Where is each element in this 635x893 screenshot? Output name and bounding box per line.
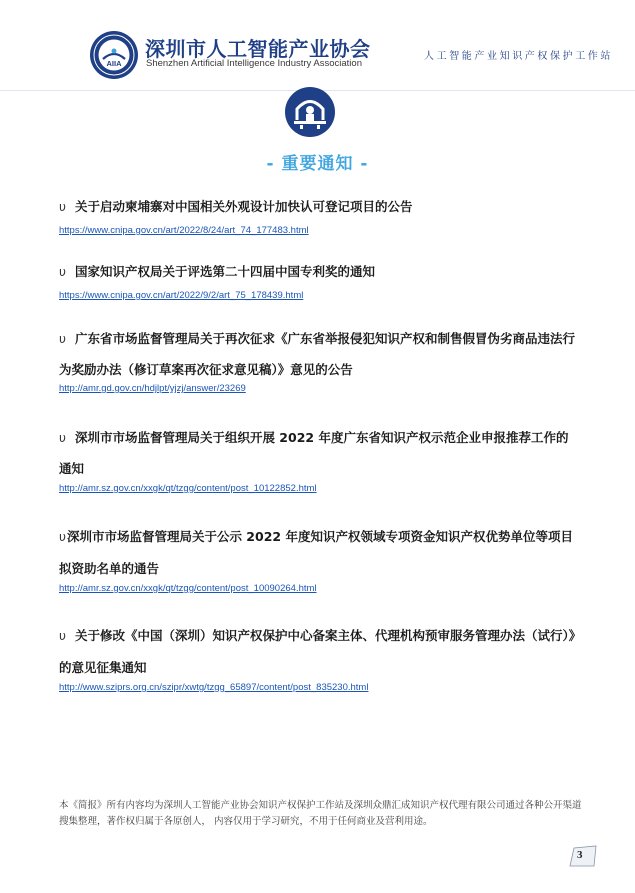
notice-title-continued: 拟资助名单的通告 [59, 561, 160, 576]
bullet-icon: υ [59, 530, 66, 544]
bullet-icon: υ [59, 332, 66, 346]
notice-link[interactable]: http://www.sziprs.org.cn/szipr/xwtg/tzgg_65897/content/post_835230.html [59, 682, 369, 693]
notice-item [59, 264, 589, 301]
section-title: - 重要通知 - [266, 154, 369, 174]
notice-link[interactable]: https://www.cnipa.gov.cn/art/2022/9/2/art_75_178439.html [59, 290, 304, 301]
station-name: 人工智能产业知识产权保护工作站 [424, 51, 613, 62]
notice-link[interactable]: http://amr.sz.gov.cn/xxgk/qt/tzgg/content/post_10122852.html [59, 483, 317, 494]
bullet-icon: υ [59, 629, 66, 643]
notice-title: υ 关于启动柬埔寨对中国相关外观设计加快认可登记项目的公告 [59, 199, 413, 214]
notice-title: υ 深圳市市场监督管理局关于组织开展 2022 年度广东省知识产权示范企业申报推荐工作的 [59, 430, 569, 445]
notice-title-continued: 的意见征集通知 [59, 660, 147, 675]
footer-disclaimer: 本《简报》所有内容均为深圳人工智能产业协会知识产权保护工作站及深圳众鼎汇成知识产权代理有限公司通过各种公开渠道搜集整理，著作权归属于各原创人， 内容仅用于学习研究，不用于任何商业及营利用途。 [59, 800, 582, 827]
page-number: 3 [577, 849, 583, 861]
association-logo-icon [89, 30, 139, 80]
bullet-icon: υ [59, 200, 66, 214]
logo-lettering [103, 58, 125, 68]
org-name-en: Shenzhen Artificial Intelligence Industry Association [146, 58, 362, 69]
notice-link[interactable]: https://www.cnipa.gov.cn/art/2022/8/24/art_74_177483.html [59, 225, 309, 236]
notice-item [59, 628, 589, 693]
notice-item [59, 529, 589, 594]
notice-title: υ 关于修改《中国（深圳）知识产权保护中心备案主体、代理机构预审服务管理办法（试行）》 [59, 628, 582, 643]
notice-item [59, 430, 589, 494]
notice-title-continued: 通知 [59, 461, 85, 476]
notice-title: υ 国家知识产权局关于评选第二十四届中国专利奖的通知 [59, 264, 375, 279]
org-name: 深圳市人工智能产业协会 [145, 37, 371, 61]
podium-building-icon [284, 86, 336, 138]
notice-title: υ深圳市市场监督管理局关于公示 2022 年度知识产权领域专项资金知识产权优势单位等项目 [59, 529, 573, 544]
notice-item [59, 199, 589, 236]
bullet-icon: υ [59, 431, 66, 445]
notice-title-continued: 为奖励办法（修订草案再次征求意见稿）》意见的公告 [59, 362, 353, 377]
bullet-icon: υ [59, 265, 66, 279]
svg-text:AIIA: AIIA [106, 59, 122, 68]
notice-title: υ 广东省市场监督管理局关于再次征求《广东省举报侵犯知识产权和制售假冒伪劣商品违法行 [59, 331, 575, 346]
page-header [0, 0, 635, 92]
notice-link[interactable]: http://amr.gd.gov.cn/hdjlpt/yjzj/answer/23269 [59, 383, 246, 394]
notice-item [59, 331, 589, 394]
notice-link[interactable]: http://amr.sz.gov.cn/xxgk/qt/tzgg/content/post_10090264.html [59, 583, 317, 594]
